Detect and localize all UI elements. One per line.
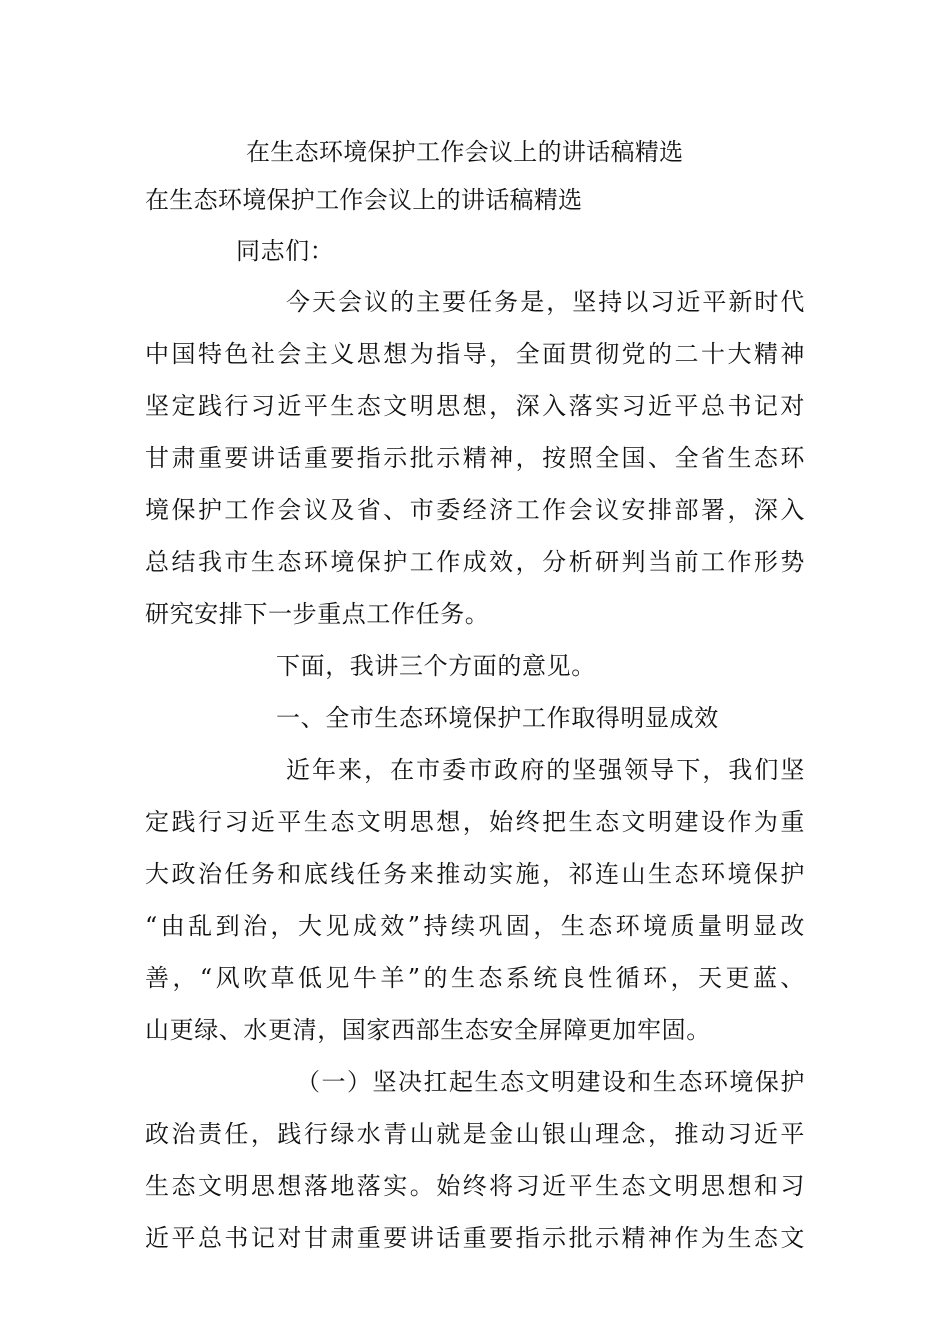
salutation: 同志们： xyxy=(236,237,335,265)
paragraph-line: 下面，我讲三个方面的意见。 xyxy=(276,652,596,680)
document-subtitle: 在生态环境保护工作会议上的讲话稿精选 xyxy=(145,186,583,214)
paragraph-line: 大政治任务和底线任务来推动实施，祁连山生态环境保护 xyxy=(145,860,805,888)
paragraph-line: 近平总书记对甘肃重要讲话重要指示批示精神作为生态文 xyxy=(145,1224,805,1252)
paragraph-line: 坚定践行习近平生态文明思想，深入落实习近平总书记对 xyxy=(145,392,805,420)
paragraph-line: 善，“风吹草低见牛羊”的生态系统良性循环，天更蓝、 xyxy=(145,964,805,992)
paragraph-line: 甘肃重要讲话重要指示批示精神，按照全国、全省生态环 xyxy=(145,444,805,472)
paragraph-line: 政治责任，践行绿水青山就是金山银山理念，推动习近平 xyxy=(145,1120,805,1148)
paragraph-line: “由乱到治，大见成效”持续巩固，生态环境质量明显改 xyxy=(145,912,805,940)
paragraph-line: 研究安排下一步重点工作任务。 xyxy=(145,600,490,628)
section-heading: 一、全市生态环境保护工作取得明显成效 xyxy=(276,704,719,732)
paragraph-line: 中国特色社会主义思想为指导，全面贯彻党的二十大精神 xyxy=(145,340,805,368)
paragraph-line: 近年来，在市委市政府的坚强领导下，我们坚 xyxy=(286,756,805,784)
paragraph-line: （一）坚决扛起生态文明建设和生态环境保护 xyxy=(296,1068,805,1096)
paragraph-line: 总结我市生态环境保护工作成效，分析研判当前工作形势 xyxy=(145,548,805,576)
paragraph-line: 山更绿、水更清，国家西部生态安全屏障更加牢固。 xyxy=(145,1016,711,1044)
paragraph-line: 生态文明思想落地落实。始终将习近平生态文明思想和习 xyxy=(145,1172,805,1200)
document-title: 在生态环境保护工作会议上的讲话稿精选 xyxy=(246,138,684,166)
paragraph-line: 定践行习近平生态文明思想，始终把生态文明建设作为重 xyxy=(145,808,805,836)
paragraph-line: 今天会议的主要任务是，坚持以习近平新时代 xyxy=(286,288,805,316)
paragraph-line: 境保护工作会议及省、市委经济工作会议安排部署，深入 xyxy=(145,496,805,524)
